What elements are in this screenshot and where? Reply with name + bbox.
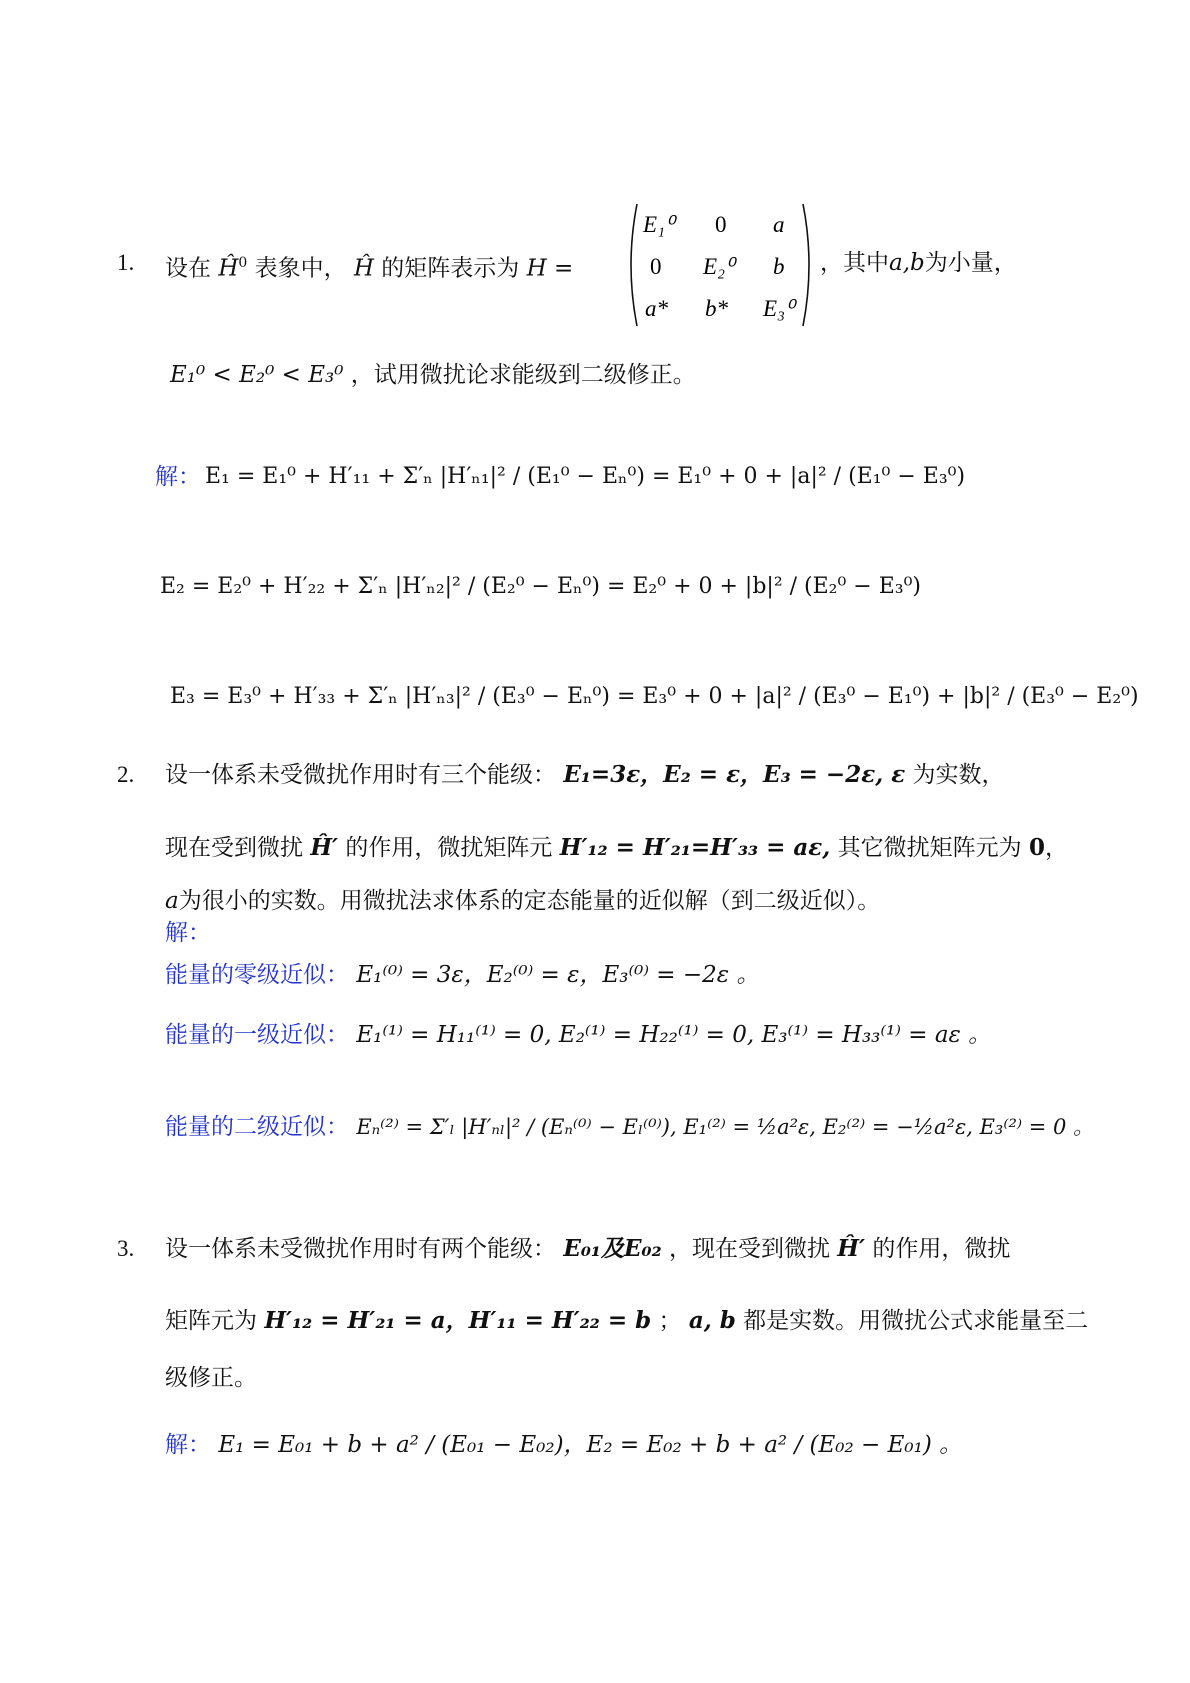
problem-2-levels: E₁=3ε，E₂ = ε，E₃ = −2ε, ε <box>563 761 906 788</box>
first-order-label: 能量的一级近似： <box>165 1022 349 1048</box>
problem-3-number: 3. <box>117 1236 135 1261</box>
second-order-formula: Eₙ⁽²⁾ = Σ′ₗ |H′ₙₗ|² / (Eₙ⁽⁰⁾ − Eₗ⁽⁰⁾), E₁⁽²⁾ = ½a²ε, E₂⁽²⁾ = −½a²ε, E₃⁽²⁾ = 0 。 <box>356 1115 1095 1139</box>
problem-1-solution-e3: E₃ = E₃⁰ + H′₃₃ + Σ′ₙ |H′ₙ₃|² / (E₃⁰ − Eₙ⁰) = E₃⁰ + 0 + |a|² / (E₃⁰ − E₁⁰) + |b|² / (E₃⁰ − E₂⁰) <box>170 684 1139 709</box>
problem-3-ab: a, b <box>688 1307 736 1334</box>
h-hat-symbol: Ĥ <box>353 255 374 282</box>
problem-3-line-2 <box>165 1306 1088 1336</box>
problem-2-zero: 0 <box>1028 834 1045 861</box>
problem-2-text-1-end: 为实数， <box>912 762 1005 788</box>
problem-2-text-3: 为很小的实数。用微扰法求体系的定态能量的近似解（到二级近似）。 <box>178 888 881 914</box>
problem-3-solution-label: 解： <box>165 1432 211 1458</box>
hamiltonian-matrix <box>625 200 815 330</box>
problem-2-second-order <box>165 1112 1094 1142</box>
problem-2-line-2 <box>165 833 1068 863</box>
h0-superscript: 0 <box>238 255 248 271</box>
problem-2-text-2b: 的作用，微扰矩阵元 <box>345 835 553 861</box>
problem-3-text-2b: ； <box>658 1308 682 1334</box>
matrix-cell: a* <box>645 296 668 321</box>
problem-1-ab: a,b <box>889 250 925 276</box>
h0-hat-symbol: Ĥ <box>218 255 239 282</box>
problem-1-solution-e1: E₁ = E₁⁰ + H′₁₁ + Σ′ₙ |H′ₙ₁|² / (E₁⁰ − Eₙ⁰) = E₁⁰ + 0 + |a|² / (E₁⁰ − E₃⁰) <box>205 464 966 489</box>
problem-3-matrix-elements: H′₁₂ = H′₂₁ = a，H′₁₁ = H′₂₂ = b <box>264 1307 652 1334</box>
matrix-cell: b <box>773 254 785 279</box>
h-prime-symbol: Ĥ′ <box>837 1235 866 1262</box>
problem-2-matrix-elements: H′₁₂ = H′₂₁=H′₃₃ = aε, <box>559 834 831 861</box>
matrix-cells <box>642 212 798 321</box>
problem-2-solution-label: 解： <box>165 920 211 946</box>
problem-1-text-before: 设在 <box>165 255 211 282</box>
problem-2-first-order <box>165 1020 991 1050</box>
problem-2-zero-order <box>165 960 759 990</box>
problem-1-solution-label: 解： <box>155 464 201 490</box>
problem-3-line-1 <box>165 1234 1010 1264</box>
problem-2-a-symbol: a <box>165 888 179 914</box>
problem-1-statement-end <box>820 248 1017 278</box>
problem-2-text-2c: 其它微扰矩阵元为 <box>837 835 1022 861</box>
problem-3-text-2a: 矩阵元为 <box>165 1308 257 1334</box>
matrix-right-paren <box>803 204 809 326</box>
matrix-cell: E₁⁰ <box>643 212 675 237</box>
matrix-cell: b* <box>705 296 728 321</box>
problem-1-text-small: 为小量， <box>924 250 1017 276</box>
matrix-left-paren <box>631 204 637 326</box>
matrix-cell: E₂⁰ <box>703 254 735 279</box>
problem-3-text-1-end: 的作用，微扰 <box>872 1236 1011 1262</box>
problem-1-text-after: ，其中 <box>820 250 889 276</box>
problem-3-text-1: 设一体系未受微扰作用时有两个能级： <box>165 1236 556 1262</box>
problem-1-text-mid: 表象中， <box>254 255 347 282</box>
problem-1-condition: E₁⁰ < E₂⁰ < E₃⁰ <box>170 362 344 388</box>
problem-1-text-matrix: 的矩阵表示为 <box>381 255 520 282</box>
problem-2-text-2-end: ， <box>1044 835 1068 861</box>
problem-2-text-1: 设一体系未受微扰作用时有三个能级： <box>165 762 556 788</box>
problem-3-text-1b: ，现在受到微扰 <box>668 1236 830 1262</box>
matrix-cell: a <box>773 212 785 237</box>
problem-2-line-3 <box>165 886 880 916</box>
h-prime-symbol: Ĥ′ <box>310 834 339 861</box>
zero-order-label: 能量的零级近似： <box>165 962 349 988</box>
zero-order-formula: E₁⁽⁰⁾ = 3ε，E₂⁽⁰⁾ = ε，E₃⁽⁰⁾ = −2ε 。 <box>356 962 760 988</box>
problem-3-solution <box>165 1430 962 1460</box>
problem-2-line-1 <box>165 760 1005 790</box>
problem-3-solution-formula: E₁ = E₀₁ + b + a² / (E₀₁ − E₀₂)，E₂ = E₀₂ + b + a² / (E₀₂ − E₀₁) 。 <box>218 1432 963 1458</box>
problem-2-number: 2. <box>117 762 135 787</box>
problem-1-solution-e2: E₂ = E₂⁰ + H′₂₂ + Σ′ₙ |H′ₙ₂|² / (E₂⁰ − Eₙ⁰) = E₂⁰ + 0 + |b|² / (E₂⁰ − E₃⁰) <box>160 574 922 599</box>
second-order-label: 能量的二级近似： <box>165 1114 349 1140</box>
matrix-cell: 0 <box>650 254 662 279</box>
problem-3-text-2c: 都是实数。用微扰公式求能量至二 <box>743 1308 1089 1334</box>
problem-1-task: ，试用微扰论求能级到二级修正。 <box>350 362 696 388</box>
problem-3-line-3: 级修正。 <box>165 1365 257 1391</box>
problem-3-levels: E₀₁及E₀₂ <box>563 1235 662 1262</box>
problem-1-statement <box>165 248 573 284</box>
problem-2-text-2a: 现在受到微扰 <box>165 835 303 861</box>
h-equals: H = <box>526 255 574 282</box>
matrix-cell: E₃⁰ <box>763 296 795 321</box>
first-order-formula: E₁⁽¹⁾ = H₁₁⁽¹⁾ = 0, E₂⁽¹⁾ = H₂₂⁽¹⁾ = 0, E₃⁽¹⁾ = H₃₃⁽¹⁾ = aε 。 <box>356 1022 992 1048</box>
problem-1-condition-line <box>170 360 696 390</box>
problem-1-number: 1. <box>117 250 135 275</box>
matrix-cell: 0 <box>715 212 727 237</box>
